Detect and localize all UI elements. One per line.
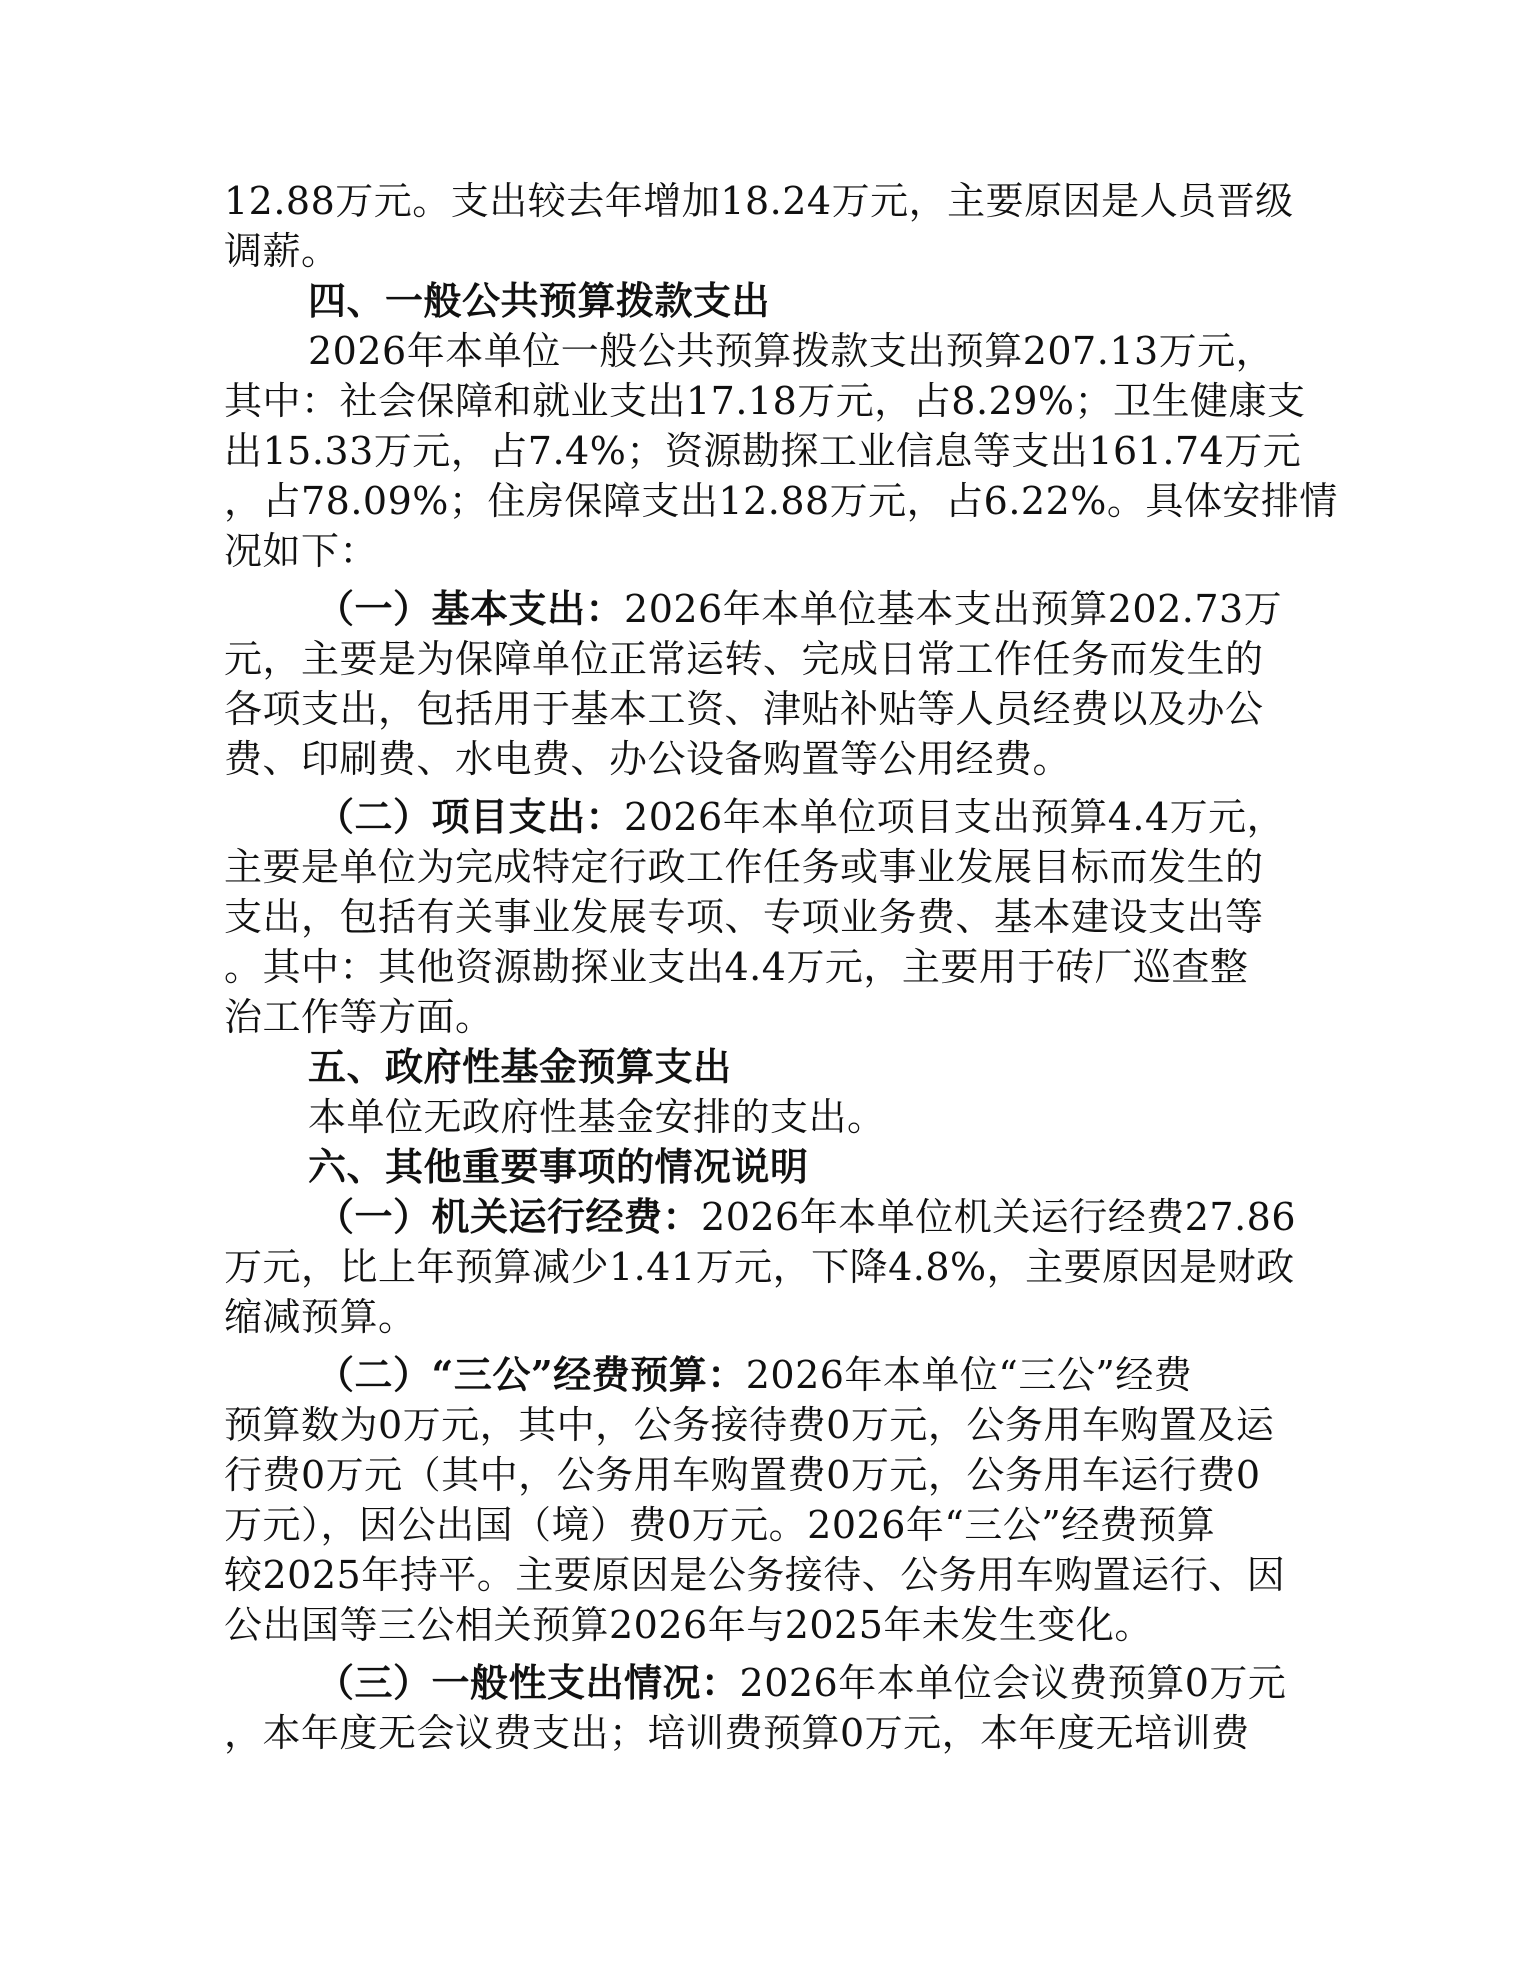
subsection-lead: （一）基本支出：	[316, 586, 625, 631]
section-heading-6: 六、其他重要事项的情况说明	[308, 1144, 809, 1189]
body-line: 支出，包括有关事业发展专项、专项业务费、基本建设支出等	[224, 895, 1264, 939]
body-line: 行费0万元（其中，公务用车购置费0万元，公务用车运行费0	[224, 1453, 1261, 1497]
subsection-line	[224, 1192, 1299, 1242]
document-body	[224, 176, 1338, 1758]
subsection-line	[224, 1658, 1299, 1708]
body-line: ，本年度无会议费支出；培训费预算0万元，本年度无培训费	[224, 1711, 1250, 1755]
subsection-text: 2026年本单位机关运行经费27.86	[701, 1195, 1297, 1239]
body-line: 本单位无政府性基金安排的支出。	[308, 1095, 886, 1139]
subsection-text: 2026年本单位基本支出预算202.73万	[624, 587, 1283, 631]
body-line: 。其中：其他资源勘探业支出4.4万元，主要用于砖厂巡查整	[224, 945, 1249, 989]
body-line: 较2025年持平。主要原因是公务接待、公务用车购置运行、因	[224, 1553, 1286, 1597]
body-line: 万元，比上年预算减少1.41万元，下降4.8%，主要原因是财政	[224, 1245, 1295, 1289]
subsection-lead: （二）项目支出：	[316, 794, 625, 839]
body-line: 元，主要是为保障单位正常运转、完成日常工作任务而发生的	[224, 637, 1264, 681]
subsection-text: 2026年本单位会议费预算0万元	[739, 1661, 1287, 1705]
subsection-lead: （二）“三公”经费预算：	[316, 1352, 746, 1397]
subsection-lead: （一）机关运行经费：	[316, 1194, 702, 1239]
body-line: 预算数为0万元，其中，公务接待费0万元，公务用车购置及运	[224, 1403, 1275, 1447]
body-line: 各项支出，包括用于基本工资、津贴补贴等人员经费以及办公	[224, 687, 1264, 731]
body-line: 主要是单位为完成特定行政工作任务或事业发展目标而发生的	[224, 845, 1264, 889]
body-line: 出15.33万元，占7.4%；资源勘探工业信息等支出161.74万元	[224, 429, 1302, 473]
body-line: 调薪。	[224, 229, 340, 273]
subsection-line	[224, 792, 1299, 842]
section-heading-5: 五、政府性基金预算支出	[308, 1044, 732, 1089]
body-line: 费、印刷费、水电费、办公设备购置等公用经费。	[224, 737, 1072, 781]
subsection-line	[224, 584, 1299, 634]
body-line: 12.88万元。支出较去年增加18.24万元，主要原因是人员晋级	[224, 179, 1294, 223]
subsection-text: 2026年本单位“三公”经费	[745, 1353, 1193, 1397]
body-line: 其中：社会保障和就业支出17.18万元，占8.29%；卫生健康支	[224, 379, 1306, 423]
body-line: 治工作等方面。	[224, 995, 494, 1039]
body-line: 缩减预算。	[224, 1295, 417, 1339]
subsection-lead: （三）一般性支出情况：	[316, 1660, 740, 1705]
body-line: ，占78.09%；住房保障支出12.88万元，占6.22%。具体安排情	[224, 479, 1338, 523]
subsection-text: 2026年本单位项目支出预算4.4万元，	[624, 795, 1286, 839]
body-line: 况如下：	[224, 529, 379, 573]
subsection-line	[224, 1350, 1299, 1400]
body-line: 公出国等三公相关预算2026年与2025年未发生变化。	[224, 1603, 1153, 1647]
body-line: 万元），因公出国（境）费0万元。2026年“三公”经费预算	[224, 1503, 1216, 1547]
section-heading-4: 四、一般公共预算拨款支出	[308, 278, 771, 323]
body-line: 2026年本单位一般公共预算拨款支出预算207.13万元，	[308, 329, 1275, 373]
